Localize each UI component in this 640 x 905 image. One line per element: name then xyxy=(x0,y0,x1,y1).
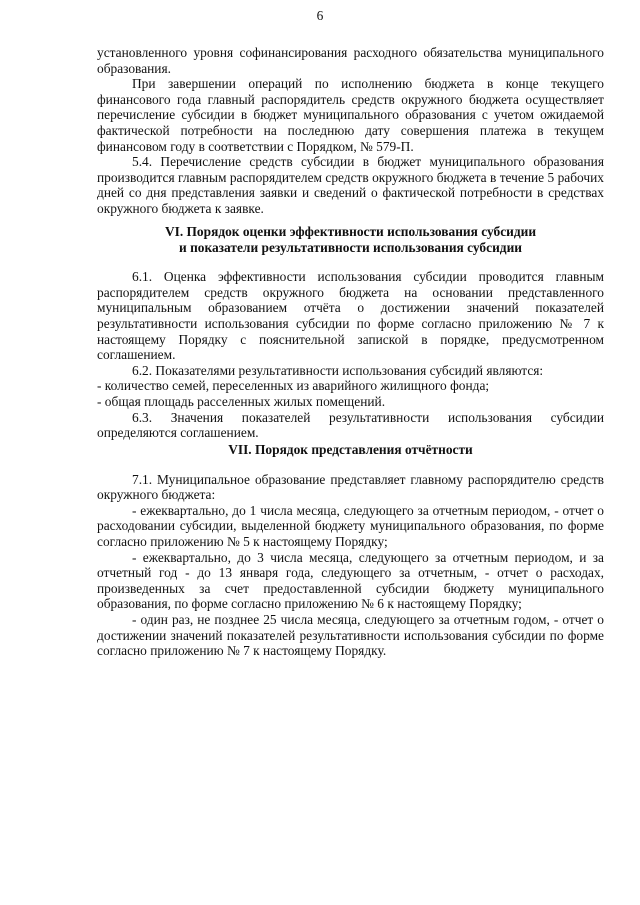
paragraph-6-2: 6.2. Показателями результативности использования субсидий являются: xyxy=(132,362,544,378)
list-item-quarterly-3: - ежеквартально, до 3 числа месяца, следующего за отчетным периодом, и за отчетный год - до 13 января года, следующего за отчетным, - отчет о расходах, произведенных за счет предоставленной субсидии бюджету муниципального образования, по форме согласно приложению № 6 к настоящему Порядку; xyxy=(97,549,604,612)
paragraph-6-1: 6.1. Оценка эффективности использования субсидии проводится главным распорядителем средств окружного бюджета на основании представленного муниципальным образованием отчёта о достижении значений показателей результативности использования субсидии по форме согласно приложению № 7 к настоящему Порядку с пояснительной запиской в порядке, предусмотренном соглашением. xyxy=(97,269,604,363)
list-item-area: - общая площадь расселенных жилых помещений. xyxy=(97,393,386,409)
continuation-block xyxy=(97,45,604,217)
section-6 xyxy=(97,224,604,441)
paragraph-6-3: 6.3. Значения показателей результативности использования субсидии определяются соглашением. xyxy=(97,409,604,441)
list-item-families: - количество семей, переселенных из аварийного жилищного фонда; xyxy=(97,378,490,394)
section-7 xyxy=(97,442,604,659)
section-6-heading-line2: и показатели результативности использования субсидии xyxy=(179,239,522,255)
paragraph-budget-completion: При завершении операций по исполнению бюджета в конце текущего финансового года главный распорядитель средств окружного бюджета осуществляет перечисление субсидии в бюджет муниципального образования с учетом ожидаемой фактической потребности на последнюю дату совершения платежа в текущем финансовом году в соответствии с Порядком, № 579-П. xyxy=(97,76,604,154)
page-number: 6 xyxy=(316,8,324,23)
list-item-quarterly-1: - ежеквартально, до 1 числа месяца, следующего за отчетным периодом, - отчет о расходовании субсидии, выделенной бюджету муниципального образования, по форме согласно приложению № 5 к настоящему Порядку; xyxy=(97,502,604,549)
paragraph-5-4: 5.4. Перечисление средств субсидии в бюджет муниципального образования производится главным распорядителем средств окружного бюджета в течение 5 рабочих дней со дня представления заявки и сведений о фактической потребности в средствах окружного бюджета к заявке. xyxy=(97,154,604,216)
paragraph-continued: установленного уровня софинансирования расходного обязательства муниципального образования. xyxy=(97,45,604,76)
list-item-annual: - один раз, не позднее 25 числа месяца, следующего за отчетным годом, - отчет о достижении значений показателей результативности использования субсидии по форме согласно приложению № 7 к настоящему Порядку. xyxy=(97,611,604,659)
section-6-heading-line1: VI. Порядок оценки эффективности использования субсидии xyxy=(164,224,537,239)
paragraph-7-1: 7.1. Муниципальное образование представляет главному распорядителю средств окружного бюджета: xyxy=(97,471,604,503)
section-7-heading: VII. Порядок представления отчётности xyxy=(228,442,473,457)
